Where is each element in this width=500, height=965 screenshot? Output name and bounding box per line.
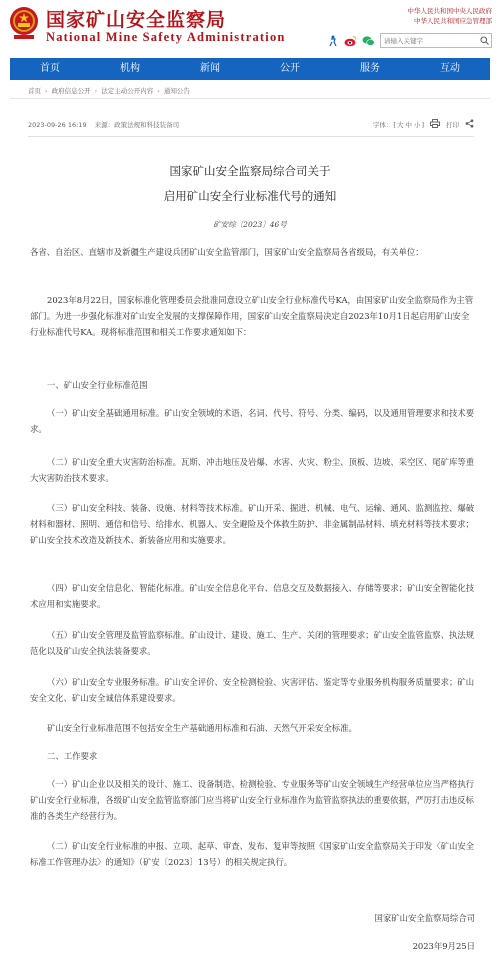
share-icon[interactable]: [465, 119, 474, 130]
nav-organization[interactable]: 机构: [120, 63, 140, 74]
gov-links: [408, 6, 493, 26]
print-icon[interactable]: [430, 119, 440, 130]
breadcrumb-home[interactable]: 首页: [28, 87, 41, 95]
scope-item-6: （六）矿山安全专业服务标准。矿山安全评价、安全检测检验、灾害评估、鉴定等专业服务机构服务质量要求；矿山安全文化、矿山安全诚信体系建设要求。: [30, 677, 475, 704]
breadcrumb-notices[interactable]: 通知公告: [163, 87, 190, 95]
chevron-right-icon: ›: [157, 86, 160, 95]
document-number: 矿安综〔2023〕46号: [213, 220, 287, 229]
scope-item-4: （四）矿山安全信息化、智能化标准。矿山安全信息化平台、信息交互及数据接入、存储等要求；矿山安全智能化技术应用和实施要求。: [30, 583, 475, 610]
document-title-line1: 国家矿山安全监察局综合司关于: [169, 164, 331, 178]
chevron-right-icon: ›: [94, 86, 98, 95]
signature: 国家矿山安全监察局综合司: [374, 913, 475, 923]
font-size-small[interactable]: 小: [413, 121, 421, 129]
nav-public[interactable]: 公开: [280, 63, 300, 74]
signature-date: 2023年9月25日: [412, 941, 475, 951]
weibo-icon[interactable]: [344, 34, 357, 47]
nav-home[interactable]: 首页: [40, 63, 60, 74]
search-icon[interactable]: [477, 34, 491, 47]
accessibility-icon[interactable]: [326, 34, 339, 47]
search-box: [380, 33, 492, 48]
scope-item-5: （五）矿山安全管理及监管监察标准。矿山设计、建设、施工、生产、关闭的管理要求；矿山安全监管监察、执法规范化以及矿山安全执法装备要求。: [30, 630, 475, 657]
site-header: [0, 0, 500, 58]
scope-item-3: （三）矿山安全科技、装备、设施、材料等技术标准。矿山开采、掘进、机械、电气、运输、通风、监测监控、爆破材料和器材、照明、通信和信号、给排水、机器人、安全避险及个体救生防护、非金属制品材料、填充材料等技术要求；矿山安全技术改造及新技术、新装备应用和实施要求。: [30, 503, 475, 546]
requirement-item-1: （一）矿山企业以及相关的设计、施工、设备制造、检测检验、专业服务等矿山安全领域生产经营单位应当严格执行矿山安全行业标准，各级矿山安全监管监察部门应当将矿山安全行业标准作为监管监察执法的重要依据，严厉打击违反标准的各类生产经营行为。: [30, 779, 475, 822]
requirement-item-2: （二）矿山安全行业标准的申报、立项、起草、审查、发布、复审等按照《国家矿山安全监察局关于印发〈矿山安全标准工作管理办法〉的通知》（矿安〔2023〕13号）的相关规定执行。: [30, 841, 475, 868]
nav-news[interactable]: 新闻: [200, 63, 220, 74]
divider: [28, 136, 474, 137]
divider: [10, 98, 490, 99]
gov-link-central[interactable]: 中华人民共和国中央人民政府: [407, 7, 492, 15]
site-title-english: National Mine Safety Administration: [46, 30, 286, 44]
font-size-label: 字体：: [372, 121, 393, 129]
national-emblem-icon: [8, 6, 40, 40]
section-heading-requirements: 二、工作要求: [47, 751, 98, 761]
intro-paragraph: 2023年8月22日，国家标准化管理委员会批准同意设立矿山安全行业标准代号KA，由国家矿山安全监察局作为主管部门。为进一步强化标准对矿山安全发展的支撑保障作用，国家矿山安全监察局决定自2023年10月1日起启用矿山安全行业标准代号KA。现将标准范围和相关工作要求通知如下：: [30, 295, 474, 338]
print-button[interactable]: 打印: [446, 121, 459, 129]
scope-note: 矿山安全行业标准范围不包括安全生产基础通用标准和石油、天然气开采安全标准。: [47, 723, 357, 733]
chevron-right-icon: ›: [45, 86, 48, 95]
nav-interaction[interactable]: 互动: [440, 63, 460, 74]
article-tools: [372, 119, 474, 130]
breadcrumb: [28, 86, 190, 95]
wechat-icon[interactable]: [362, 34, 375, 47]
breadcrumb-gov-info[interactable]: 政府信息公开: [51, 87, 91, 95]
site-title: 国家矿山安全监察局: [46, 9, 227, 31]
main-nav: [10, 58, 490, 80]
search-input[interactable]: [381, 34, 477, 47]
document-title-line2: 启用矿山安全行业标准代号的通知: [163, 189, 337, 203]
article-meta: [28, 119, 474, 130]
article-source: 来源：政策法规和科技装备司: [94, 121, 180, 129]
salutation: 各省、自治区、直辖市及新疆生产建设兵团矿山安全监管部门，国家矿山安全监察局各省级局，有关单位：: [30, 247, 424, 257]
publish-date: 2023-09-26 16:19: [28, 120, 87, 129]
scope-item-1: （一）矿山安全基础通用标准。矿山安全领域的术语、名词、代号、符号、分类、编码，以及通用管理要求和技术要求。: [30, 408, 475, 435]
font-size-selector: 字体：[大 中 小]: [372, 121, 424, 129]
header-tools: [326, 33, 492, 48]
breadcrumb-statutory[interactable]: 法定主动公开内容: [101, 87, 154, 95]
font-size-large[interactable]: 大: [396, 121, 404, 129]
section-heading-scope: 一、矿山安全行业标准范围: [47, 380, 148, 390]
scope-item-2: （二）矿山安全重大灾害防治标准。瓦斯、冲击地压及岩爆、水害、火灾、粉尘、顶板、边坡、采空区、尾矿库等重大灾害防治技术要求。: [30, 457, 475, 484]
gov-link-emergency[interactable]: 中华人民共和国应急管理部: [414, 17, 492, 25]
font-size-medium[interactable]: 中: [405, 121, 412, 129]
nav-service[interactable]: 服务: [360, 63, 380, 74]
